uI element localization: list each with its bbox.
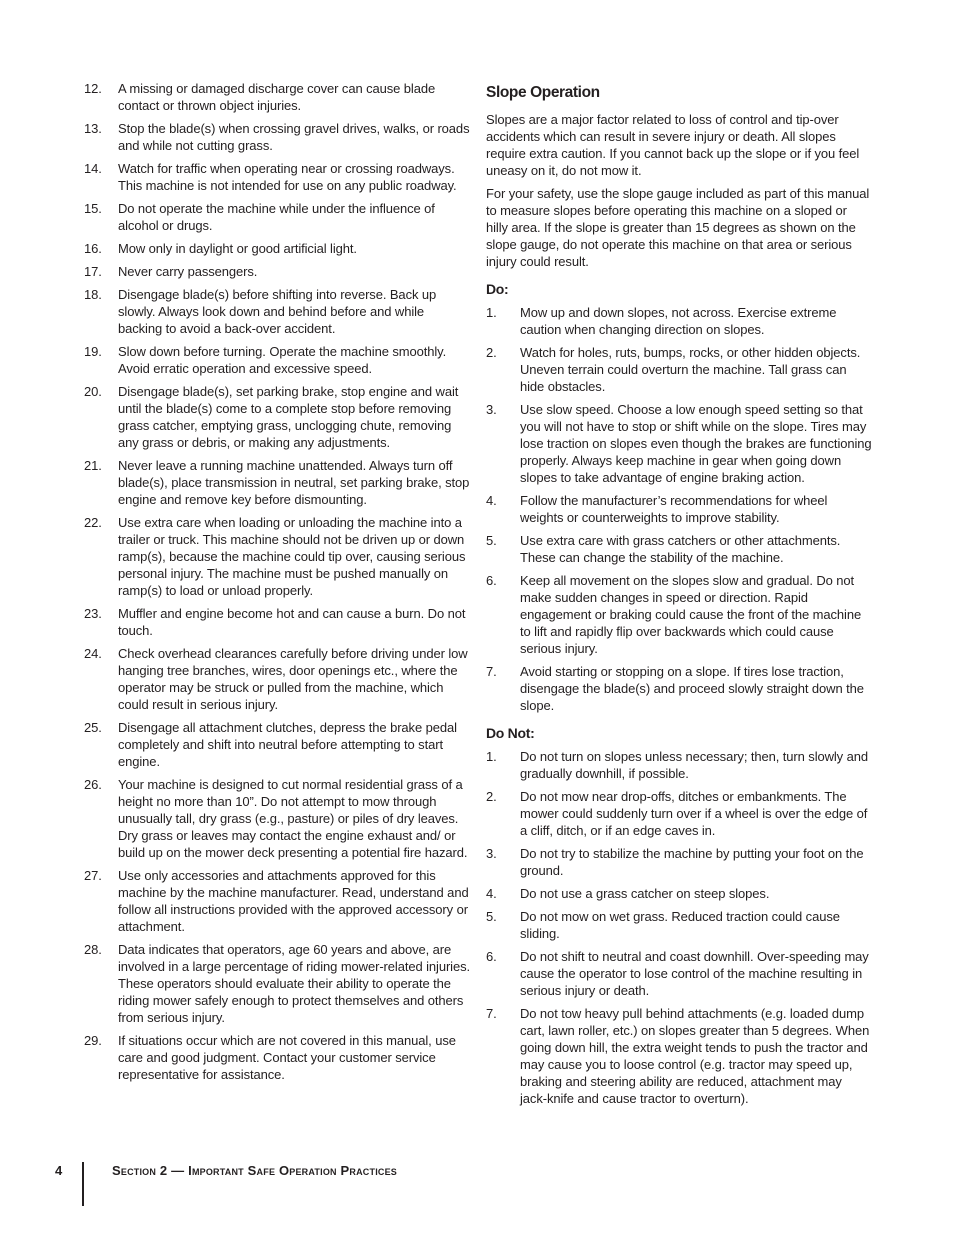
list-item — [84, 457, 470, 508]
item-number: 1. — [486, 305, 497, 320]
list-item — [84, 383, 470, 451]
list-item — [486, 663, 872, 714]
item-text: Use extra care when loading or unloading the machine into a trailer or truck. This machine should not be driven up or down ramp(s), because the machine could tip over, causing serious personal injury. The machine must be pushed manually on ramp(s) to load or unload properly. — [118, 515, 466, 598]
list-item — [486, 788, 872, 839]
item-text: Use slow speed. Choose a low enough speed setting so that you will not have to stop or shift while on the slope. Tires may lose traction on slopes even though the brakes are functioning properly. Always keep machine in gear when going down slopes to take advantage of engine braking action. — [520, 402, 872, 485]
list-item — [486, 492, 872, 526]
item-number: 18. — [84, 287, 102, 302]
item-number: 29. — [84, 1033, 102, 1048]
item-number: 3. — [486, 402, 497, 417]
item-text: Do not mow on wet grass. Reduced traction could cause sliding. — [520, 909, 840, 941]
item-text: Mow up and down slopes, not across. Exercise extreme caution when changing direction on slopes. — [520, 305, 837, 337]
list-item — [84, 200, 470, 234]
item-text: Disengage blade(s) before shifting into reverse. Back up slowly. Always look down and behind before and while backing to avoid a back-over accident. — [118, 287, 437, 336]
slope-gauge-paragraph: For your safety, use the slope gauge included as part of this manual to measure slopes before operating this machine on a sloped or hilly area. If the slope is greater than 15 degrees as shown on the slope gauge, do not operate this machine on that area or serious injury could result. — [486, 186, 870, 269]
list-item — [486, 344, 872, 395]
item-text: Do not use a grass catcher on steep slopes. — [520, 886, 770, 901]
item-number: 1. — [486, 749, 497, 764]
page-footer — [0, 1160, 954, 1210]
item-text: Use extra care with grass catchers or other attachments. These can change the stability of the machine. — [520, 533, 841, 565]
list-item — [84, 605, 470, 639]
list-item — [486, 1005, 872, 1107]
item-number: 24. — [84, 646, 102, 661]
list-item — [84, 719, 470, 770]
item-text: Stop the blade(s) when crossing gravel drives, walks, or roads and while not cutting grass. — [118, 121, 470, 153]
item-number: 27. — [84, 868, 102, 883]
item-text: Keep all movement on the slopes slow and gradual. Do not make sudden changes in speed or direction. Rapid engagement or braking could cause the front of the machine to lift and rapidly flip over backwards which could cause serious injury. — [520, 573, 862, 656]
item-text: Disengage all attachment clutches, depress the brake pedal completely and shift into neutral before attempting to start engine. — [118, 720, 457, 769]
item-number: 22. — [84, 515, 102, 530]
safety-rules-list — [84, 80, 470, 1083]
item-number: 25. — [84, 720, 102, 735]
item-text: Watch for traffic when operating near or crossing roadways. This machine is not intended for use on any public roadway. — [118, 161, 457, 193]
item-text: Do not turn on slopes unless necessary; then, turn slowly and gradually downhill, if possible. — [520, 749, 868, 781]
item-text: Do not operate the machine while under the influence of alcohol or drugs. — [118, 201, 435, 233]
item-number: 16. — [84, 241, 102, 256]
list-item — [486, 304, 872, 338]
list-item — [84, 160, 470, 194]
page-number: 4 — [55, 1163, 63, 1178]
item-number: 7. — [486, 1006, 497, 1021]
item-number: 5. — [486, 533, 497, 548]
list-item — [84, 286, 470, 337]
item-text: Your machine is designed to cut normal residential grass of a height no more than 10”. Do not attempt to mow through unusually tall, dry grass (e.g., pasture) or piles of dry leaves. Dry grass or leaves may contact the engine exhaust and/ or build up on the mower deck presenting a potential fire hazard. — [118, 777, 468, 860]
list-item — [84, 120, 470, 154]
list-item — [84, 514, 470, 599]
item-text: Check overhead clearances carefully before driving under low hanging tree branches, wires, door openings etc., where the operator may be struck or pulled from the machine, which could result in serious injury. — [118, 646, 468, 712]
item-text: Slow down before turning. Operate the machine smoothly. Avoid erratic operation and excessive speed. — [118, 344, 447, 376]
do-heading: Do: — [486, 281, 509, 297]
list-item — [84, 263, 470, 280]
list-item — [84, 1032, 470, 1083]
right-column — [486, 80, 872, 1113]
item-number: 4. — [486, 886, 497, 901]
item-text: If situations occur which are not covered in this manual, use care and good judgment. Contact your customer service representative for assistance. — [118, 1033, 456, 1082]
list-item — [486, 401, 872, 486]
item-text: Do not mow near drop-offs, ditches or embankments. The mower could suddenly turn over if a wheel is over the edge of a cliff, ditch, or if an edge caves in. — [520, 789, 868, 838]
item-text: Follow the manufacturer’s recommendations for wheel weights or counterweights to improve stability. — [520, 493, 828, 525]
item-number: 5. — [486, 909, 497, 924]
item-text: Do not try to stabilize the machine by putting your foot on the ground. — [520, 846, 864, 878]
item-text: Do not tow heavy pull behind attachments (e.g. loaded dump cart, lawn roller, etc.) on slopes greater than 5 degrees. When going down hill, the extra weight tends to push the tractor and may cause you to loose control (e.g. tractor may speed up, braking and steering ability are reduced, attachment may jack-knife and cause tractor to overturn). — [520, 1006, 870, 1106]
list-item — [486, 885, 872, 902]
item-number: 6. — [486, 949, 497, 964]
item-number: 21. — [84, 458, 102, 473]
item-number: 2. — [486, 345, 497, 360]
list-item — [84, 645, 470, 713]
slope-operation-heading: Slope Operation — [486, 84, 600, 101]
left-column — [84, 80, 470, 1089]
list-item — [84, 776, 470, 861]
item-text: Do not shift to neutral and coast downhill. Over-speeding may cause the operator to lose control of the machine resulting in serious injury or death. — [520, 949, 869, 998]
list-item — [84, 80, 470, 114]
item-text: Disengage blade(s), set parking brake, stop engine and wait until the blade(s) come to a complete stop before removing grass catcher, emptying grass, unclogging chute, removing any grass or debris, or making any adjustments. — [118, 384, 459, 450]
item-number: 15. — [84, 201, 102, 216]
item-number: 20. — [84, 384, 102, 399]
item-number: 17. — [84, 264, 102, 279]
item-text: Use only accessories and attachments approved for this machine by the machine manufacturer. Read, understand and follow all instructions provided with the approved accessory or attachment. — [118, 868, 469, 934]
item-number: 26. — [84, 777, 102, 792]
item-number: 13. — [84, 121, 102, 136]
section-title: Section 2 — Important Safe Operation Practices — [112, 1163, 398, 1178]
do-not-list — [486, 748, 872, 1107]
item-number: 6. — [486, 573, 497, 588]
footer-divider — [82, 1162, 84, 1206]
item-number: 28. — [84, 942, 102, 957]
item-number: 19. — [84, 344, 102, 359]
item-number: 23. — [84, 606, 102, 621]
list-item — [486, 748, 872, 782]
do-not-heading: Do Not: — [486, 725, 535, 741]
item-text: Mow only in daylight or good artificial light. — [118, 241, 357, 256]
list-item — [84, 867, 470, 935]
list-item — [84, 240, 470, 257]
item-text: Never leave a running machine unattended. Always turn off blade(s), place transmission in neutral, set parking brake, stop engine and remove key before dismounting. — [118, 458, 470, 507]
list-item — [486, 845, 872, 879]
list-item — [84, 343, 470, 377]
item-text: Data indicates that operators, age 60 years and above, are involved in a large percentage of riding mower-related injuries. These operators should evaluate their ability to operate the riding mower safely enough to protect themselves and others from serious injury. — [118, 942, 471, 1025]
item-number: 14. — [84, 161, 102, 176]
item-number: 4. — [486, 493, 497, 508]
list-item — [84, 941, 470, 1026]
item-number: 7. — [486, 664, 497, 679]
list-item — [486, 572, 872, 657]
item-number: 2. — [486, 789, 497, 804]
item-text: Never carry passengers. — [118, 264, 258, 279]
item-text: A missing or damaged discharge cover can cause blade contact or thrown object injuries. — [118, 81, 436, 113]
item-number: 3. — [486, 846, 497, 861]
item-text: Avoid starting or stopping on a slope. If tires lose traction, disengage the blade(s) and proceed slowly straight down the slope. — [520, 664, 864, 713]
list-item — [486, 948, 872, 999]
item-text: Watch for holes, ruts, bumps, rocks, or other hidden objects. Uneven terrain could overturn the machine. Tall grass can hide obstacles. — [520, 345, 861, 394]
list-item — [486, 532, 872, 566]
slope-intro-paragraph: Slopes are a major factor related to loss of control and tip-over accidents which can result in severe injury or death. All slopes require extra caution. If you cannot back up the slope or if you feel uneasy on it, do not mow it. — [486, 112, 860, 178]
do-list — [486, 304, 872, 714]
list-item — [486, 908, 872, 942]
item-text: Muffler and engine become hot and can cause a burn. Do not touch. — [118, 606, 466, 638]
item-number: 12. — [84, 81, 102, 96]
